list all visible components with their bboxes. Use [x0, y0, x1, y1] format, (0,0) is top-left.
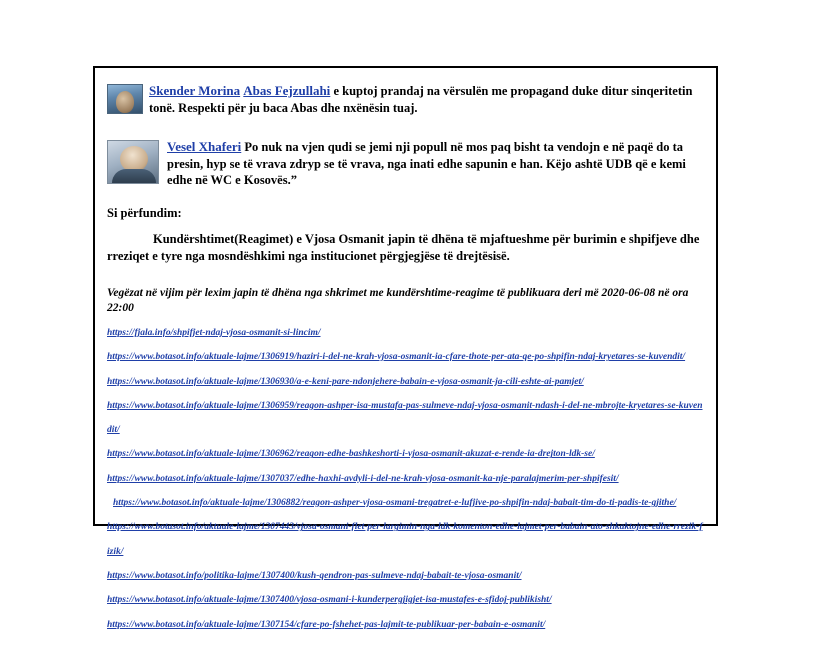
document-body [95, 68, 716, 645]
list-item [107, 586, 704, 610]
list-item [107, 343, 704, 367]
list-item [107, 562, 704, 586]
list-item [107, 611, 704, 635]
source-link[interactable]: https://fjala.info/shpifjet-ndaj-vjosa-osmanit-si-lincim/ [107, 327, 321, 338]
source-link[interactable]: https://www.botasot.info/aktuale-lajme/1306930/a-e-keni-pare-ndonjehere-babain-e-vjosa-osmanit-ja-cili-eshte-ai-pamjet/ [107, 376, 584, 387]
list-item [107, 368, 704, 392]
avatar [107, 84, 143, 114]
source-link[interactable]: https://www.botasot.info/politika-lajme/1307400/kush-qendron-pas-sulmeve-ndaj-babait-te-vjosa-osmanit/ [107, 571, 522, 581]
document-page [93, 66, 718, 630]
comment-entry-2 [107, 138, 704, 189]
comment-body-1: e kuptoj prandaj na vërsulën me propagand duke ditur sinqeritetin tonë. Respekti për ju baca Abas dhe nxënësin tuaj. [149, 84, 693, 115]
list-item [107, 319, 704, 343]
list-item [107, 465, 704, 489]
spacer [107, 116, 704, 138]
source-link[interactable]: https://www.botasot.info/aktuale-lajme/1306962/reagon-edhe-bashkeshorti-i-vjosa-osmanit-akuzat-e-rende-ia-drejton-ldk-se/ [107, 449, 595, 460]
closing-text: Kundërshtimet(Reagimet) e Vjosa Osmanit japin të dhëna të mjaftueshme për burimin e shpifjeve dhe rreziqet e tyre nga mosndëshkimi nga institucionet përgjegjëse të drejtësisë. [107, 232, 700, 263]
comment-body-2: Po nuk na vjen qudi se jemi nji popull në mos paq bisht ta vendojn e në paqë do ta presin, hyp se të vrava zdryp se të vrava, nga inati edhe sapunin e han. Këjo ashtë UDB që e kemi edhe në WC e Kosovës.” [167, 140, 686, 187]
source-link[interactable]: https://www.botasot.info/aktuale-lajme/1307154/cfare-po-fshehet-pas-lajmit-te-publikuar-per-babain-e-osmanit/ [107, 619, 546, 630]
closing-heading: Si përfundim: [107, 205, 182, 220]
closing-paragraph [107, 231, 704, 264]
commenter-name-link-2[interactable]: Abas Fejzullahi [243, 83, 331, 98]
spacer [107, 189, 704, 205]
comment-text-2 [107, 138, 704, 189]
source-link[interactable]: https://www.botasot.info/aktuale-lajme/1306959/reagon-ashper-isa-mustafa-pas-sulmeve-ndaj-vjosa-osmanit-ndash-i-del-ne-mbrojte-kryetares-se-kuvendit/ [107, 400, 703, 436]
source-link[interactable]: https://www.botasot.info/aktuale-lajme/1307443/vjosa-osmani-flet-per-largimin-nga-ldk-komenton-edhe-lajmet-per-babain-ato-shkaktojne-edhe-rrezik-fizik/ [107, 522, 703, 557]
sources-note: Vegëzat në vijim për lexim japin të dhëna nga shkrimet me kundërshtime-reagime të publikuara deri më 2020-06-08 në ora 22:00 [107, 287, 689, 314]
commenter-name-link-1[interactable]: Skender Morina [149, 83, 241, 98]
source-link[interactable]: https://www.botasot.info/aktuale-lajme/1307400/vjosa-osmani-i-kunderpergjigjet-isa-mustafes-e-sfidoj-publikisht/ [107, 595, 552, 606]
spacer [107, 264, 704, 286]
list-item [107, 489, 704, 513]
comment-entry-1 [107, 82, 704, 116]
spacer [107, 221, 704, 231]
list-item [107, 513, 704, 562]
list-item [107, 440, 704, 464]
source-link[interactable]: https://www.botasot.info/aktuale-lajme/1306882/reagon-ashper-vjosa-osmani-tregatret-e-lufjive-po-shpifin-ndaj-babait-tim-do-ti-padis-te-gjithe/ [113, 498, 677, 509]
source-link[interactable]: https://www.botasot.info/aktuale-lajme/1307037/edhe-haxhi-avdyli-i-del-ne-krah-vjosa-osmanit-ka-nje-paralajmerim-per-shpifesit/ [107, 473, 619, 484]
comment-text-1 [107, 82, 704, 116]
commenter-name-link-3[interactable]: Vesel Xhaferi [167, 139, 242, 154]
avatar [107, 140, 159, 184]
list-item [107, 392, 704, 441]
source-link[interactable]: https://www.botasot.info/aktuale-lajme/1306919/haziri-i-del-ne-krah-vjosa-osmanit-ia-cfare-thote-per-ata-qe-po-shpifin-ndaj-kryetares-se-kuvendit/ [107, 352, 686, 363]
source-link-list [107, 319, 704, 635]
